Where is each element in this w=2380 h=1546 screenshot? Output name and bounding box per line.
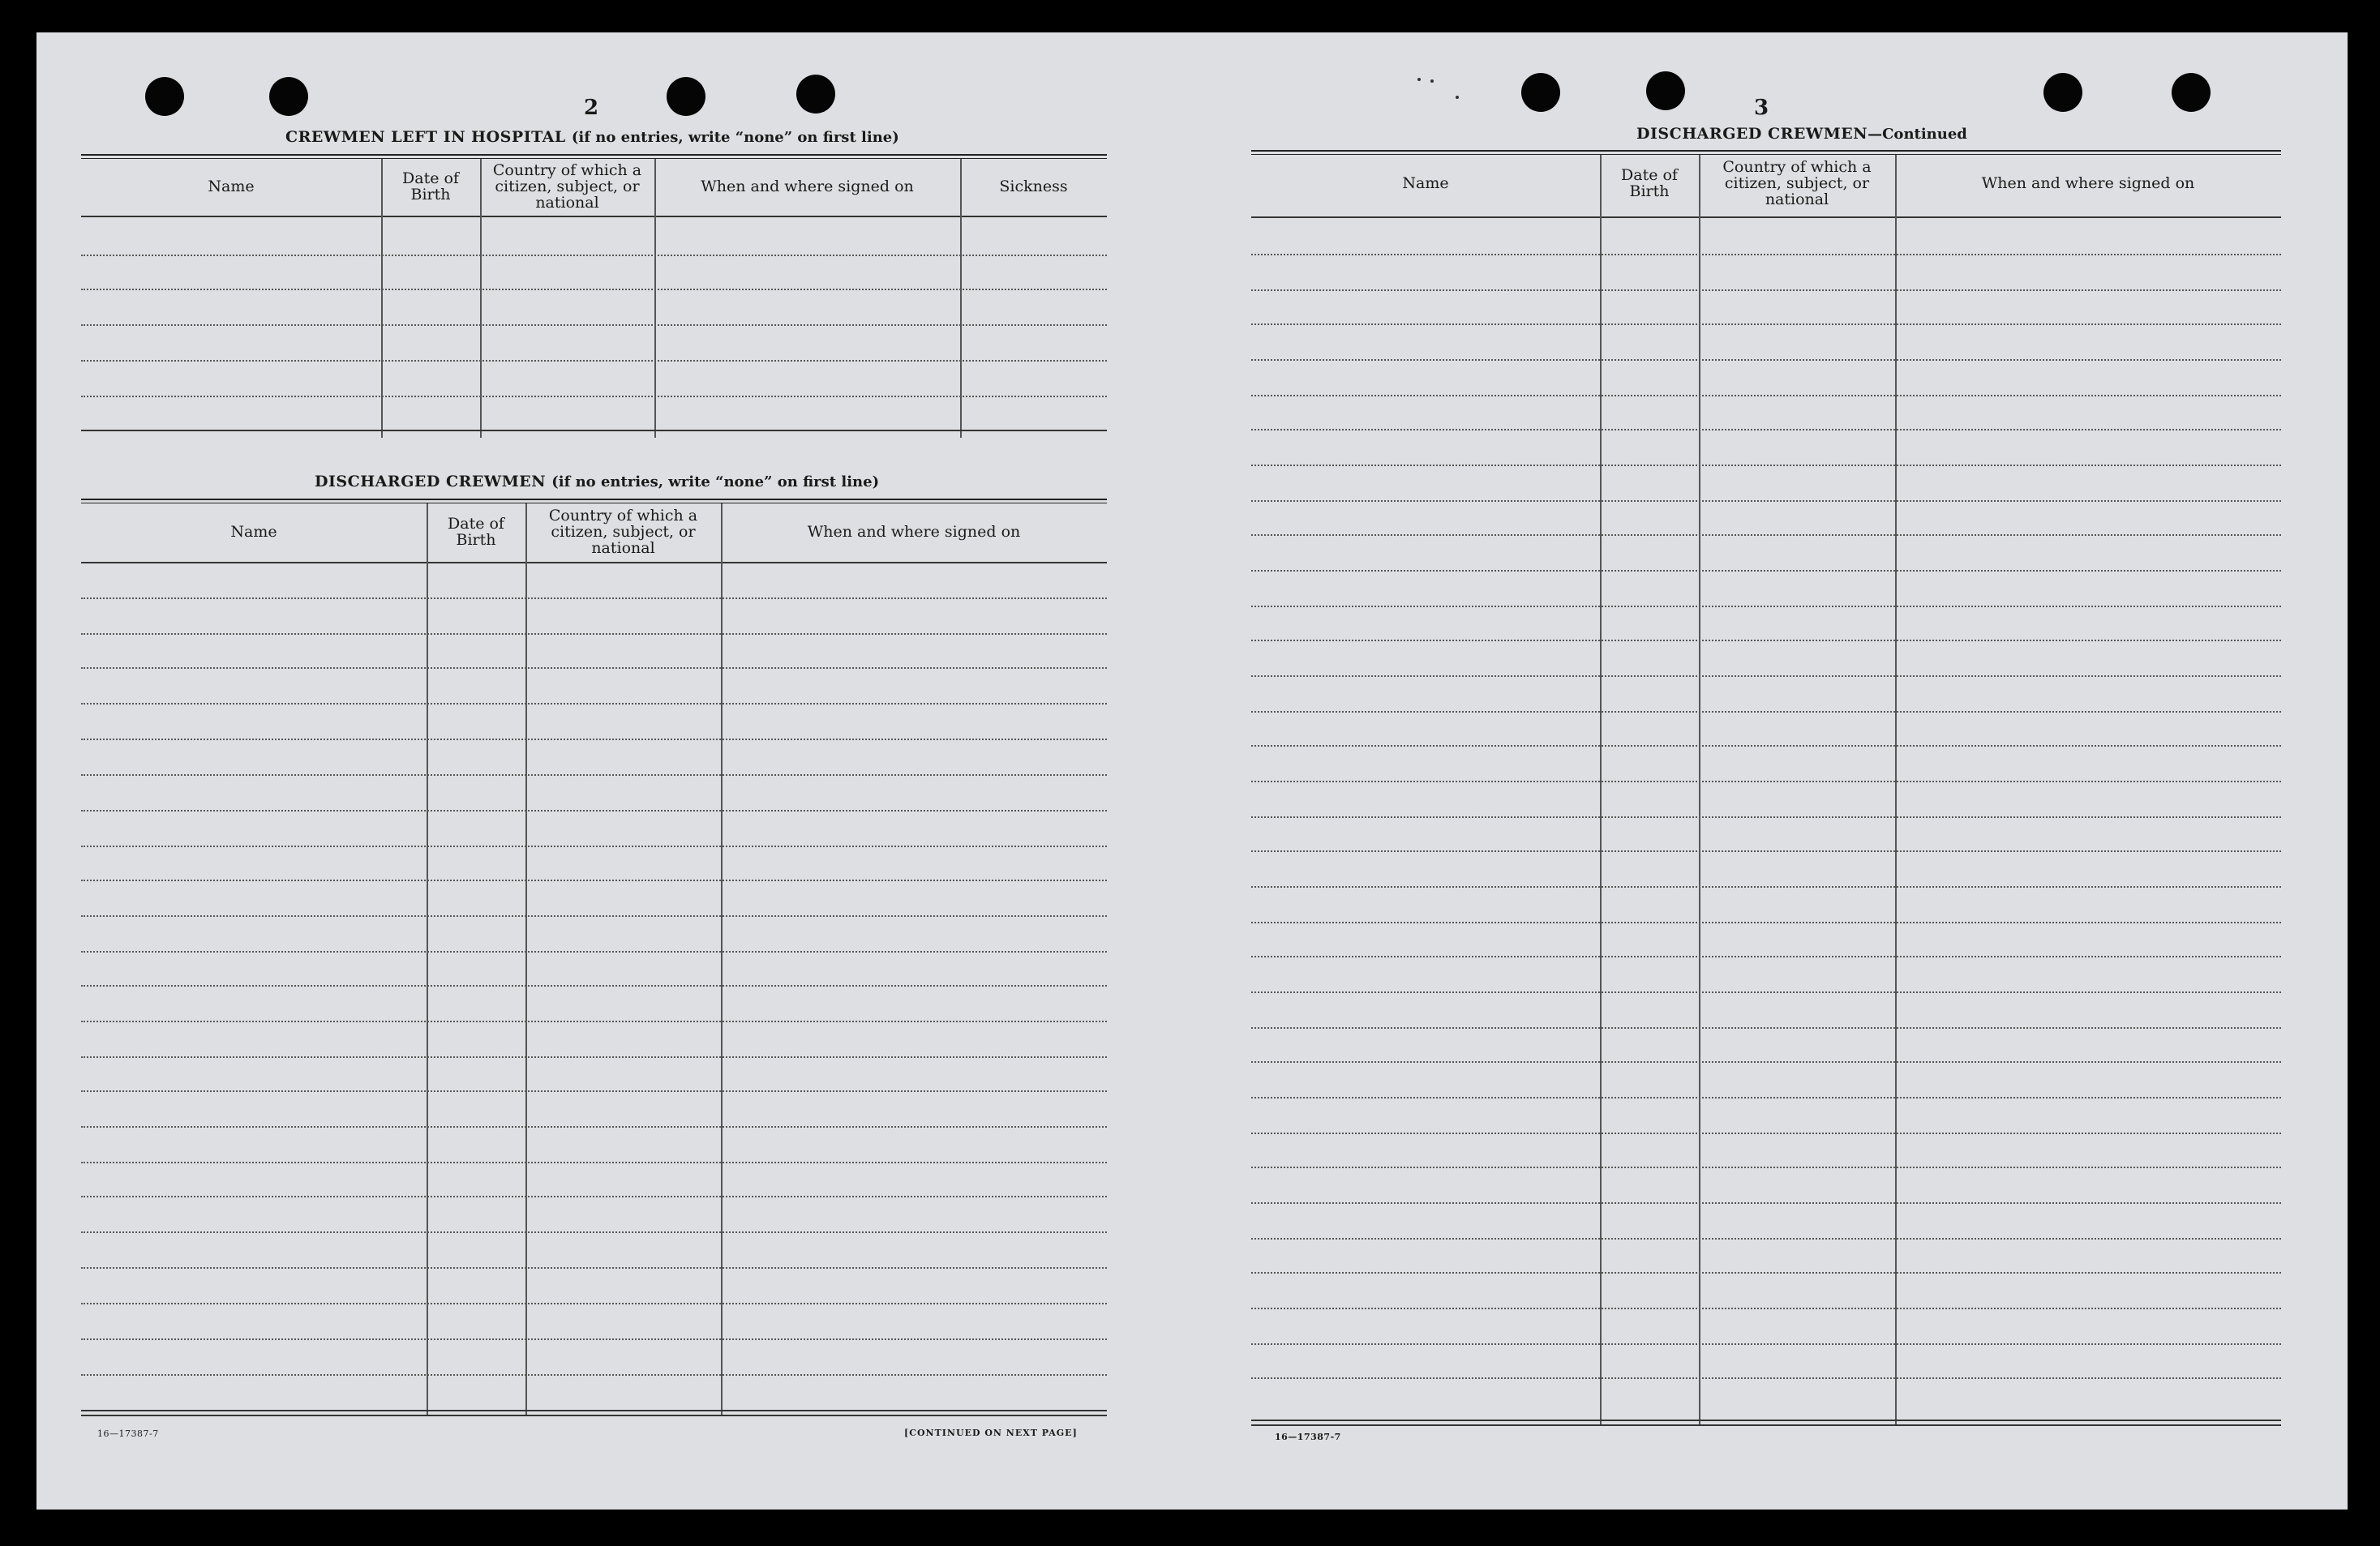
page-number: 3: [1754, 96, 1769, 120]
col-header-name: Name: [208, 178, 255, 195]
col-header-signed-on: When and where signed on: [1981, 174, 2195, 192]
left-page: [36, 32, 1192, 1510]
col-header-dob: Date of Birth: [402, 169, 459, 203]
discharged-continued-title: [1636, 125, 1967, 143]
discharged-continued-table: [1251, 150, 2281, 1463]
punch-hole: [1646, 71, 1685, 110]
col-header-country: Country of which a citizen, subject, or national: [492, 161, 642, 212]
punch-hole: [1521, 73, 1560, 112]
right-page: [1192, 32, 2348, 1510]
hospital-title-note: (if no entries, write “none” on first line): [571, 129, 899, 146]
discharged-table: [81, 499, 1107, 1427]
ink-speck: [1456, 96, 1459, 99]
discharged-section-title: [315, 473, 879, 490]
punch-hole: [145, 77, 184, 116]
discharged-continued-text: DISCHARGED CREWMEN: [1636, 125, 1868, 143]
discharged-title-text: DISCHARGED CREWMEN: [315, 473, 547, 490]
page-number: 2: [584, 96, 599, 120]
col-header-name: Name: [1402, 174, 1449, 192]
col-header-signed-on: When and where signed on: [807, 523, 1021, 541]
punch-hole: [269, 77, 308, 116]
discharged-title-note: (if no entries, write “none” on first line): [551, 473, 880, 490]
punch-hole: [796, 75, 835, 113]
document-sheet: [36, 32, 2348, 1510]
punch-hole: [2043, 73, 2082, 112]
form-number: 16—17387-7: [1275, 1432, 1341, 1442]
col-header-dob: Date of Birth: [1621, 166, 1678, 200]
col-header-name: Name: [230, 523, 277, 541]
col-header-signed-on: When and where signed on: [701, 178, 914, 195]
punch-hole: [2172, 73, 2211, 112]
form-number: 16—17387-7: [97, 1428, 159, 1439]
col-header-country: Country of which a citizen, subject, or national: [1722, 158, 1872, 208]
col-header-dob: Date of Birth: [448, 515, 504, 549]
ink-speck: [1417, 78, 1421, 81]
punch-hole: [667, 77, 705, 116]
col-header-sickness: Sickness: [999, 178, 1068, 195]
hospital-table: [81, 154, 1107, 442]
col-header-country: Country of which a citizen, subject, or national: [548, 507, 698, 557]
hospital-title-text: CREWMEN LEFT IN HOSPITAL: [285, 128, 566, 146]
continued-suffix: —Continued: [1868, 126, 1967, 143]
ink-speck: [1430, 79, 1434, 83]
hospital-section-title: [285, 128, 899, 146]
continued-note: [CONTINUED ON NEXT PAGE]: [904, 1428, 1078, 1438]
